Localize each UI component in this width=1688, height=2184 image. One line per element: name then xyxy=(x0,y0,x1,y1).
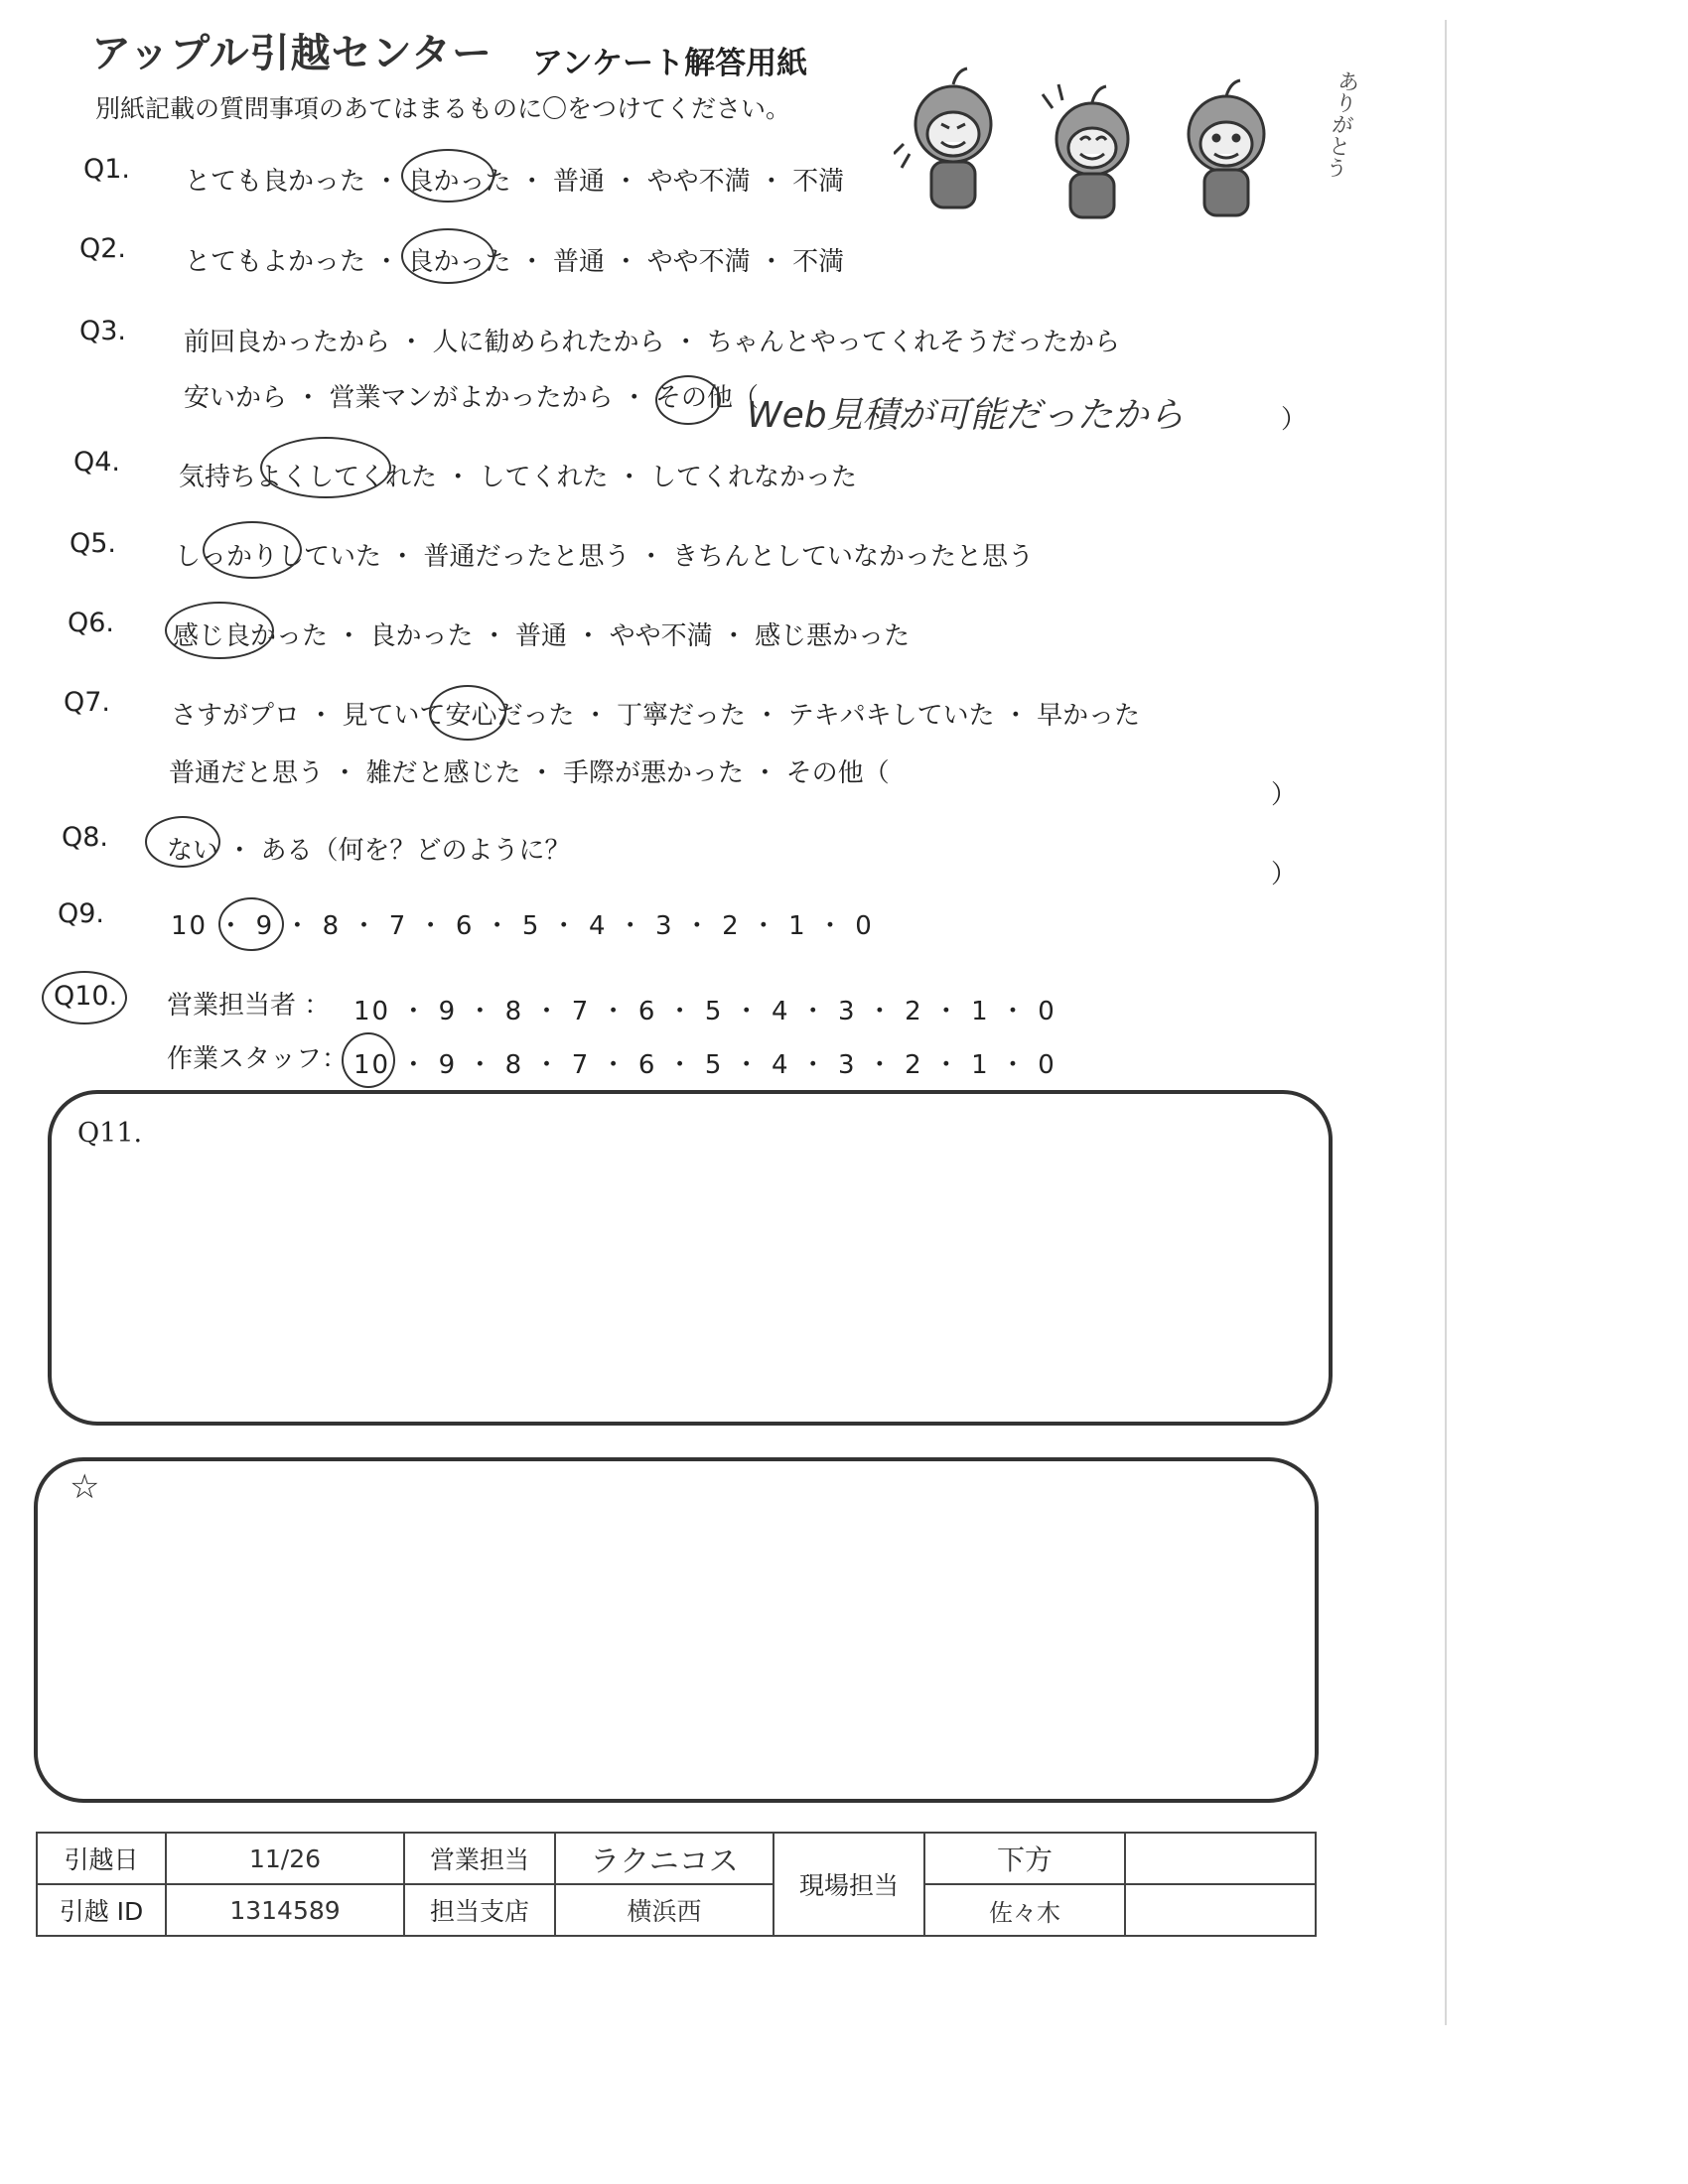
q4-selection-mark xyxy=(260,437,391,498)
page-edge xyxy=(1445,20,1447,2025)
q6-options[interactable]: 感じ良かった ・ 良かった ・ 普通 ・ やや不満 ・ 感じ悪かった xyxy=(173,621,911,651)
star-icon: ☆ xyxy=(70,1467,100,1507)
site-rep-2: 佐々木 xyxy=(924,1884,1125,1936)
sales-rep-value: ラクニコス xyxy=(555,1833,774,1884)
q2-options[interactable]: とてもよかった ・ 良かった ・ 普通 ・ やや不満 ・ 不満 xyxy=(185,247,845,277)
q1-label: Q1. xyxy=(83,154,131,185)
q5-options[interactable]: しっかりしていた ・ 普通だったと思う ・ きちんとしていなかったと思う xyxy=(175,542,1035,572)
q5-selection-mark xyxy=(203,521,302,579)
q7-label: Q7. xyxy=(64,687,111,718)
instructions: 別紙記載の質問事項のあてはまるものに〇をつけてください。 xyxy=(95,94,791,123)
q2-label: Q2. xyxy=(79,233,127,264)
q10-sales-label: 営業担当者 ： xyxy=(167,991,331,1021)
q8-label: Q8. xyxy=(62,822,109,853)
q7-selection-mark xyxy=(429,685,506,741)
q3-selection-mark xyxy=(655,375,721,425)
site-rep-extra-2 xyxy=(1125,1884,1316,1936)
branch-value: 横浜西 xyxy=(555,1884,774,1936)
move-date-label: 引越日 xyxy=(37,1833,166,1884)
monkey-icon xyxy=(1189,80,1264,215)
site-rep-label: 現場担当 xyxy=(774,1833,924,1936)
q10-staff-options[interactable]: 10 ・ 9 ・ 8 ・ 7 ・ 6 ・ 5 ・ 4 ・ 3 ・ 2 ・ 1 ・ 0 xyxy=(353,1050,1056,1080)
q7-options-line1[interactable]: さすがプロ ・ 見ていて安心だった ・ 丁寧だった ・ テキパキしていた ・ 早かった xyxy=(171,701,1141,731)
q3-options-line1[interactable]: 前回良かったから ・ 人に勧められたから ・ ちゃんとやってくれそうだったから xyxy=(184,328,1121,357)
q9-label: Q9. xyxy=(58,898,105,929)
q6-selection-mark xyxy=(165,602,274,659)
q10-staff-label: 作業スタッフ： xyxy=(167,1044,349,1074)
q3-close-paren: ） xyxy=(1281,405,1308,435)
q11-comment-box[interactable] xyxy=(48,1090,1333,1426)
q3-label: Q3. xyxy=(79,316,127,346)
q9-selection-mark xyxy=(218,897,284,951)
q10-staff-selection-mark xyxy=(342,1032,395,1088)
sales-rep-label: 営業担当 xyxy=(404,1833,555,1884)
q7-close-paren: ） xyxy=(1271,780,1298,810)
move-id-label: 引越 ID xyxy=(37,1884,166,1936)
company-title: アップル引越センター xyxy=(91,31,492,76)
move-date-value: 11/26 xyxy=(166,1833,404,1884)
site-rep-extra-1 xyxy=(1125,1833,1316,1884)
q9-options[interactable]: 10 ・ 9 ・ 8 ・ 7 ・ 6 ・ 5 ・ 4 ・ 3 ・ 2 ・ 1 ・ 0 xyxy=(171,911,874,941)
q3-options-line2[interactable]: 安いから ・ 営業マンがよかったから ・ その他（ xyxy=(184,383,760,413)
q8-close-paren: ） xyxy=(1271,860,1298,889)
thanks-text: ありがとう xyxy=(1321,68,1361,181)
q10-sales-options[interactable]: 10 ・ 9 ・ 8 ・ 7 ・ 6 ・ 5 ・ 4 ・ 3 ・ 2 ・ 1 ・ 0 xyxy=(353,997,1056,1026)
q8-options[interactable]: ない ・ ある（何を？どのように？ xyxy=(167,836,571,866)
monkey-icon xyxy=(1043,84,1128,217)
q2-selection-mark xyxy=(401,228,494,284)
star-comment-box[interactable] xyxy=(34,1457,1319,1803)
form-subtitle: アンケート解答用紙 xyxy=(532,46,808,81)
monkey-icon xyxy=(894,68,991,207)
q7-options-line2[interactable]: 普通だと思う ・ 雑だと感じた ・ 手際が悪かった ・ その他（ xyxy=(169,758,890,788)
q8-selection-mark xyxy=(145,816,220,868)
q11-label: Q11. xyxy=(77,1118,143,1149)
move-id-value: 1314589 xyxy=(166,1884,404,1936)
q4-options[interactable]: 気持ちよくしてくれた ・ してくれた ・ してくれなかった xyxy=(179,463,858,492)
q10-label-mark xyxy=(42,971,127,1024)
q1-options[interactable]: とても良かった ・ 良かった ・ 普通 ・ やや不満 ・ 不満 xyxy=(185,167,845,197)
q5-label: Q5. xyxy=(70,528,117,559)
monkey-mascots-illustration xyxy=(894,55,1350,223)
move-info-table xyxy=(36,1832,1317,1937)
q4-label: Q4. xyxy=(73,447,121,478)
q1-selection-mark xyxy=(401,149,494,203)
site-rep-1: 下方 xyxy=(924,1833,1125,1884)
q10-label: Q10. xyxy=(54,981,118,1012)
branch-label: 担当支店 xyxy=(404,1884,555,1936)
q3-handwritten-answer: Web見積が可能だったから xyxy=(747,395,1185,436)
q6-label: Q6. xyxy=(68,608,115,638)
